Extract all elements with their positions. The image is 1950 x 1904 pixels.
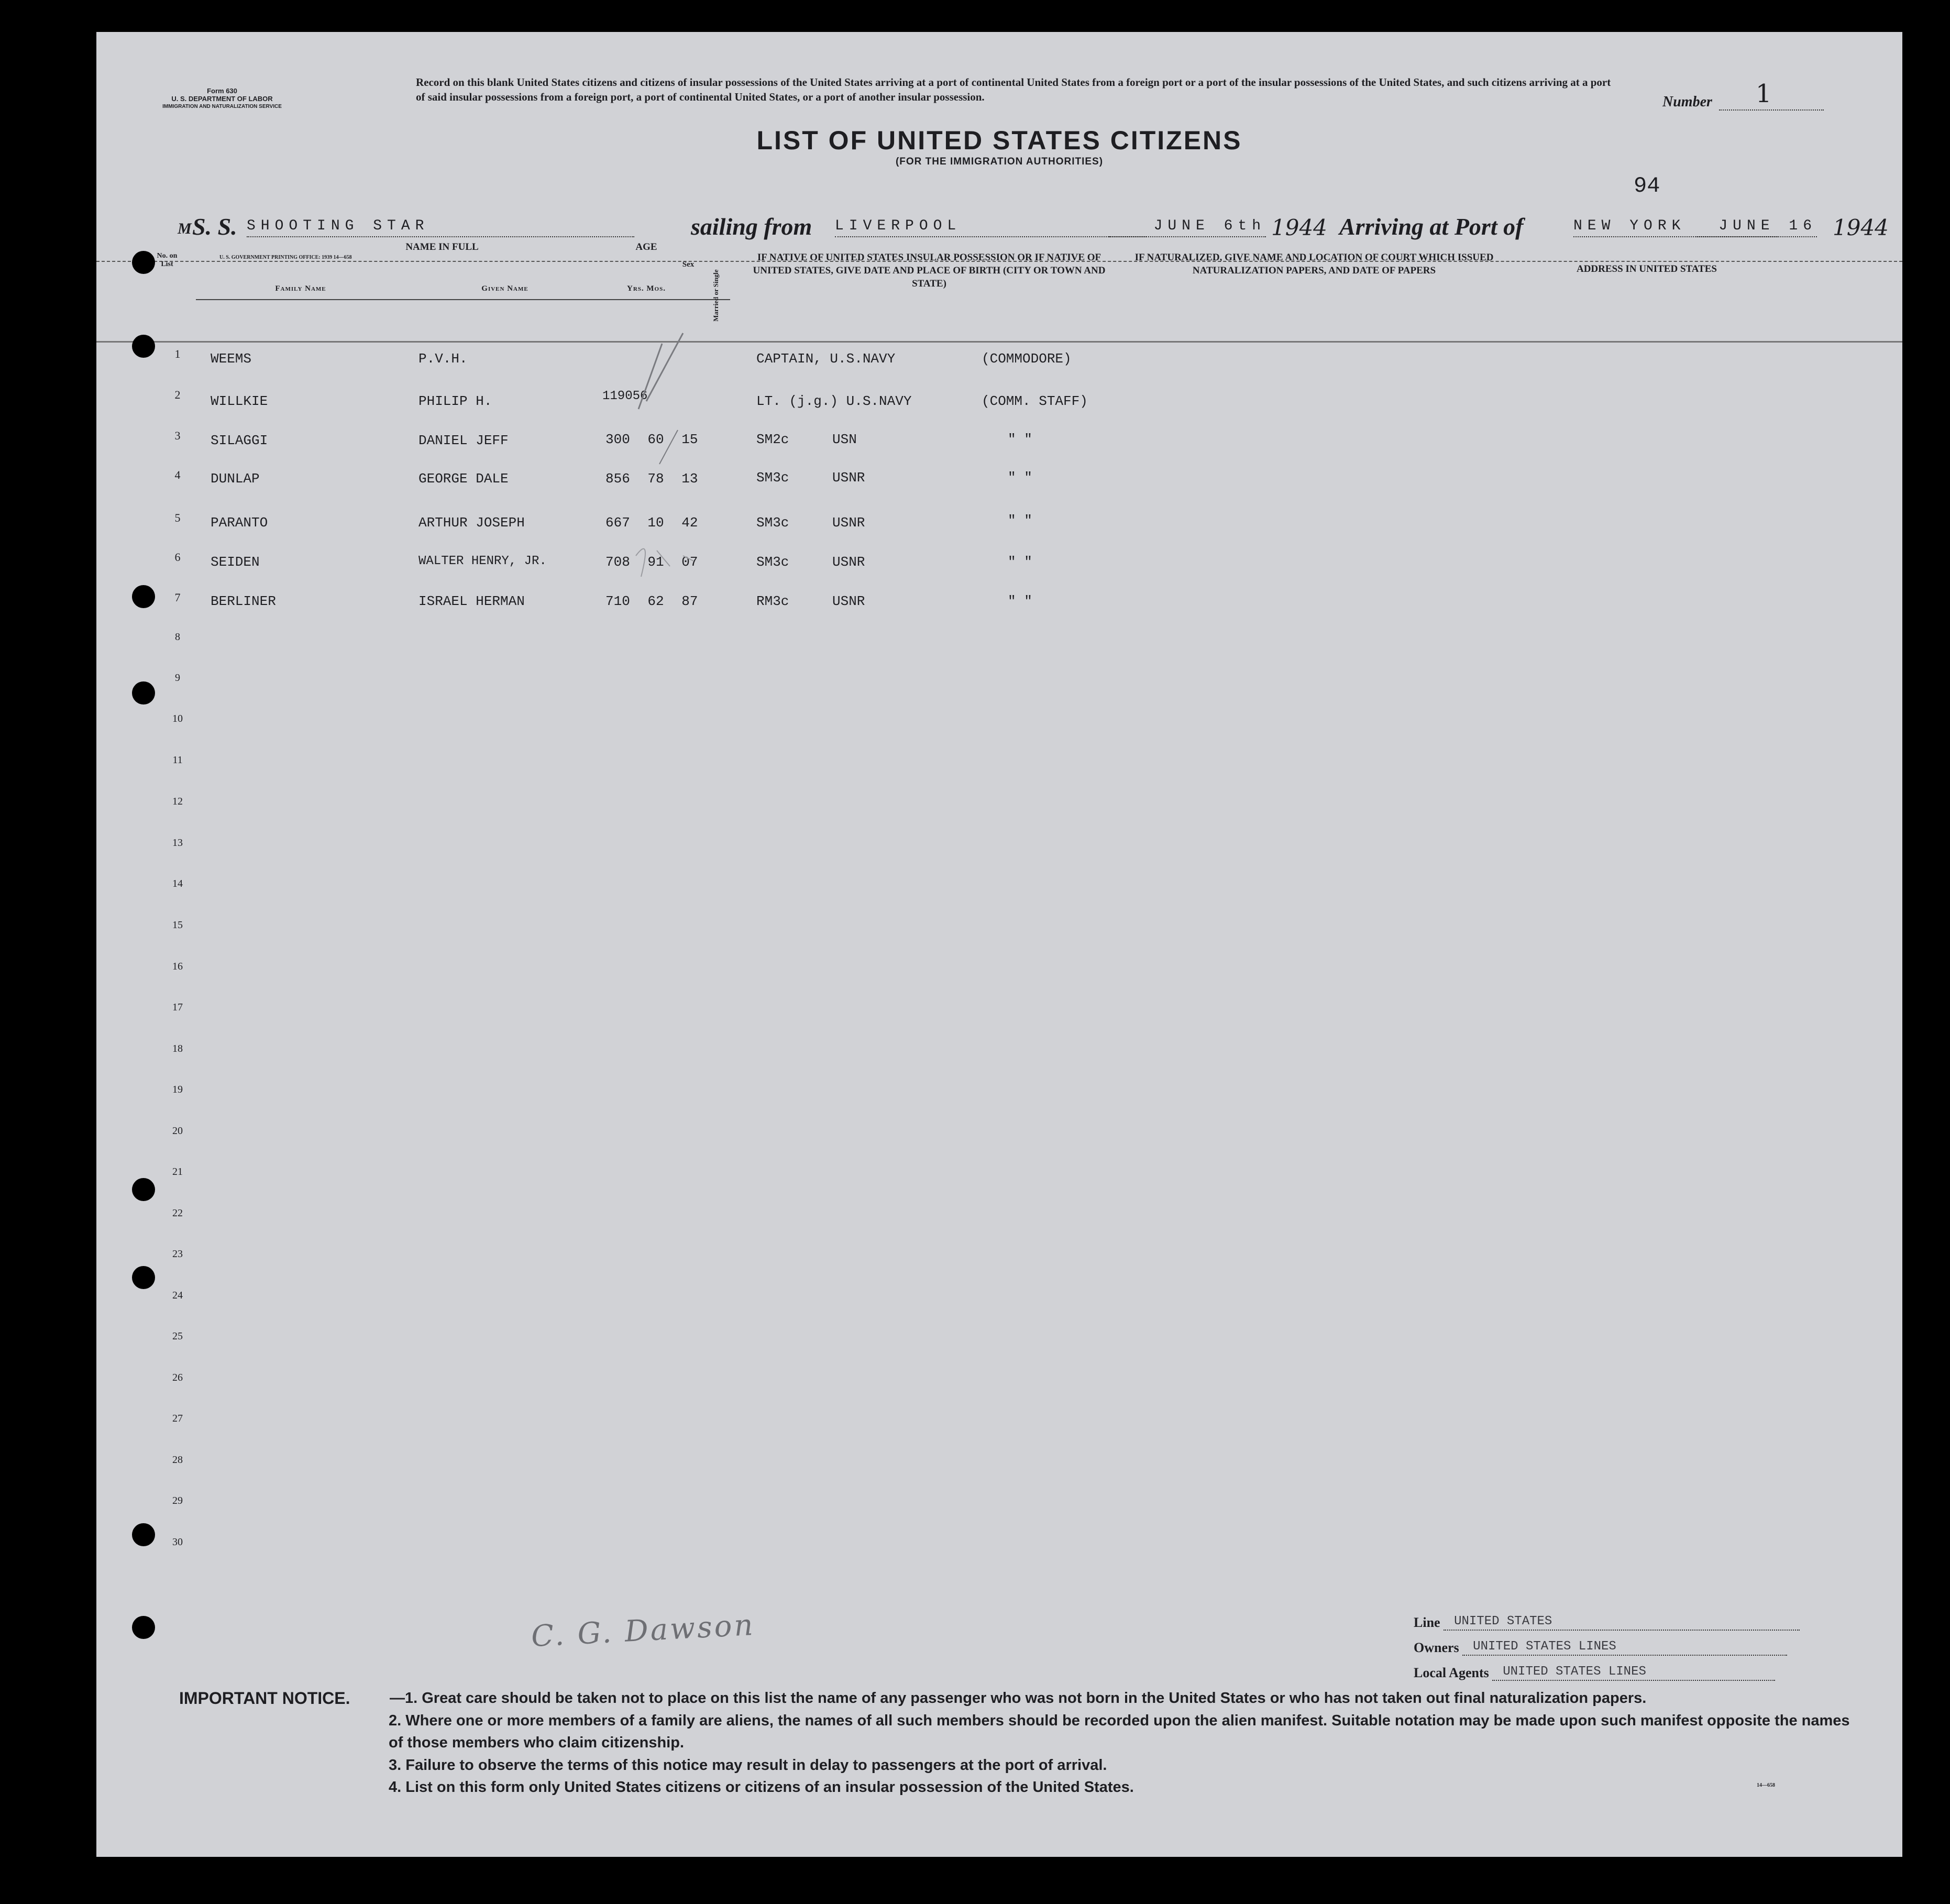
form-identifier bbox=[144, 87, 301, 111]
family-name: PARANTO bbox=[211, 515, 268, 531]
punch-hole bbox=[132, 1178, 155, 1201]
branch: USN bbox=[832, 432, 857, 447]
rating: SM2c bbox=[756, 432, 789, 447]
row-number: 18 bbox=[172, 1043, 183, 1054]
owners-field bbox=[1414, 1639, 1787, 1656]
header-naturalized: IF NATURALIZED, GIVE NAME AND LOCATION OF COURT WHICH ISSUED NATURALIZATION PAPERS, AND DATE OF PAPERS bbox=[1134, 252, 1494, 276]
serial-number: 667 10 42 bbox=[605, 515, 698, 531]
notice-label: IMPORTANT NOTICE. bbox=[179, 1689, 350, 1708]
stamp-number: 94 bbox=[1634, 173, 1660, 199]
m-prefix: M bbox=[178, 220, 192, 237]
name-rule bbox=[196, 299, 730, 300]
rating: SM3c bbox=[756, 554, 789, 570]
sail-date: JUNE 6th bbox=[1109, 218, 1266, 237]
local-agents-field bbox=[1414, 1664, 1775, 1681]
row-number: 3 bbox=[174, 429, 181, 442]
arriving-label: Arriving at Port of bbox=[1339, 213, 1524, 240]
form-number: Form 630 bbox=[207, 87, 237, 95]
punch-hole bbox=[132, 1616, 155, 1639]
signature: C. G. Dawson bbox=[530, 1608, 756, 1654]
punch-hole bbox=[132, 585, 155, 608]
given-name: WALTER HENRY, JR. bbox=[418, 554, 547, 568]
row-number: 24 bbox=[172, 1290, 183, 1301]
punch-hole bbox=[132, 251, 155, 274]
rating: LT. (j.g.) U.S.NAVY bbox=[756, 393, 912, 409]
notice-item: —1. Great care should be taken not to place on this list the name of any passenger who was not born in the United States or who has not taken out final naturalization papers. bbox=[390, 1690, 1647, 1707]
local-agents-label: Local Agents bbox=[1414, 1665, 1489, 1680]
department: U. S. DEPARTMENT OF LABOR bbox=[171, 95, 273, 103]
rating: CAPTAIN, U.S.NAVY bbox=[756, 351, 896, 367]
ship-name: SHOOTING STAR bbox=[247, 218, 634, 237]
branch: USNR bbox=[832, 470, 865, 486]
sailing-label: sailing from bbox=[691, 213, 812, 240]
page-subtitle: (FOR THE IMMIGRATION AUTHORITIES) bbox=[895, 156, 1104, 167]
record-instructions: Record on this blank United States citizens and citizens of insular possessions of the United States arriving at a port of continental United States from a foreign port or a port of the insular possessions of the United States, and such citizens arriving at a port of said insular possessions from a foreign port, a port of continental United States, or a port of another insular possession. bbox=[416, 76, 1611, 103]
row-number: 17 bbox=[172, 1001, 183, 1013]
row-number: 4 bbox=[174, 468, 181, 481]
given-name: PHILIP H. bbox=[418, 393, 492, 409]
note: (COMM. STAFF) bbox=[982, 393, 1088, 409]
serial-number: 708 91 07 bbox=[605, 554, 698, 570]
given-name: GEORGE DALE bbox=[418, 471, 509, 487]
punch-hole bbox=[132, 1266, 155, 1289]
given-name: P.V.H. bbox=[418, 351, 468, 367]
row-number: 13 bbox=[172, 837, 183, 849]
header-native: IF NATIVE OF UNITED STATES INSULAR POSSESSION OR IF NATIVE OF UNITED STATES, GIVE DATE AND PLACE OF BIRTH (CITY OR TOWN AND STATE) bbox=[753, 252, 1106, 289]
row-number: 9 bbox=[175, 672, 180, 684]
rating: SM3c bbox=[756, 470, 789, 486]
service: IMMIGRATION AND NATURALIZATION SERVICE bbox=[162, 104, 282, 109]
row-number: 5 bbox=[174, 511, 181, 524]
row-number: 12 bbox=[172, 796, 183, 807]
voyage-line bbox=[178, 213, 1889, 244]
row-number: 19 bbox=[172, 1084, 183, 1095]
arrive-date: JUNE 16 bbox=[1696, 218, 1817, 237]
row-number: 2 bbox=[174, 388, 181, 401]
local-agents-value: UNITED STATES LINES bbox=[1503, 1665, 1646, 1679]
row-number: 11 bbox=[172, 754, 183, 766]
row-number: 30 bbox=[172, 1536, 183, 1548]
punch-hole bbox=[132, 681, 155, 705]
row-number: 7 bbox=[174, 591, 181, 604]
header-family-name: Family Name bbox=[275, 284, 326, 293]
number-value: 1 bbox=[1755, 79, 1772, 108]
number-label: Number bbox=[1662, 94, 1712, 110]
serial-number: 710 62 87 bbox=[605, 593, 698, 609]
header-age: AGE bbox=[635, 241, 657, 252]
ditto-mark: " " bbox=[1008, 593, 1032, 609]
punch-hole bbox=[132, 1523, 155, 1546]
pencil-check-marks bbox=[620, 325, 704, 619]
notice-item: 4. List on this form only United States citizens or citizens of an insular possession of the United States. bbox=[389, 1779, 1134, 1796]
given-name: DANIEL JEFF bbox=[418, 433, 509, 448]
serial-number: 300 60 15 bbox=[605, 432, 698, 447]
check-mark-2 bbox=[659, 430, 678, 464]
header-given-name: Given Name bbox=[481, 284, 528, 293]
row-number: 10 bbox=[172, 713, 183, 724]
row-number: 14 bbox=[172, 878, 183, 889]
notice-item: 3. Failure to observe the terms of this notice may result in delay to passengers at the port of arrival. bbox=[389, 1757, 1107, 1774]
from-port: LIVERPOOL bbox=[835, 218, 1147, 237]
row-number: 21 bbox=[172, 1166, 183, 1177]
row-number: 27 bbox=[172, 1413, 183, 1424]
line-value: UNITED STATES bbox=[1454, 1614, 1552, 1628]
rating: RM3c bbox=[756, 593, 789, 609]
family-name: WILLKIE bbox=[211, 393, 268, 409]
row-number: 23 bbox=[172, 1248, 183, 1260]
given-name: ISRAEL HERMAN bbox=[418, 593, 525, 609]
line-field bbox=[1414, 1614, 1800, 1631]
row-number: 28 bbox=[172, 1454, 183, 1466]
line-label: Line bbox=[1414, 1615, 1440, 1630]
to-port: NEW YORK bbox=[1573, 218, 1778, 237]
header-name-in-full: NAME IN FULL bbox=[405, 241, 479, 252]
punch-hole bbox=[132, 335, 155, 358]
arrive-year: 1944 bbox=[1833, 215, 1889, 240]
rating: SM3c bbox=[756, 515, 789, 531]
form-code: 14—658 bbox=[1757, 1782, 1775, 1788]
notice-item: 2. Where one or more members of a family are aliens, the names of all such members should be recorded upon the alien manifest. Suitable notation may be made upon such manifest opposite the names of those members who claim citizenship. bbox=[389, 1712, 1850, 1751]
ss-label: S. S. bbox=[192, 213, 237, 240]
row-number: 8 bbox=[175, 631, 180, 643]
ditto-mark: " " bbox=[1008, 432, 1032, 447]
row-number: 1 bbox=[174, 347, 181, 360]
row-number: 16 bbox=[172, 961, 183, 972]
given-name: ARTHUR JOSEPH bbox=[418, 515, 525, 531]
row-number: 6 bbox=[174, 551, 181, 564]
family-name: BERLINER bbox=[211, 593, 276, 609]
ditto-mark: " " bbox=[1008, 470, 1032, 486]
check-mark-1 bbox=[638, 333, 683, 409]
row-number: 20 bbox=[172, 1125, 183, 1137]
row-number: 15 bbox=[172, 919, 183, 931]
divider-header bbox=[96, 341, 1902, 343]
ditto-mark: " " bbox=[1008, 513, 1032, 529]
family-name: SILAGGI bbox=[211, 433, 268, 448]
header-address: ADDRESS IN UNITED STATES bbox=[1576, 263, 1717, 274]
family-name: DUNLAP bbox=[211, 471, 260, 487]
page-title: LIST OF UNITED STATES CITIZENS bbox=[756, 126, 1242, 155]
sail-year: 1944 bbox=[1271, 215, 1327, 240]
serial-number: 856 78 13 bbox=[605, 471, 698, 487]
header-married-single: Married or Single bbox=[712, 269, 720, 322]
family-name: WEEMS bbox=[211, 351, 252, 367]
row-number: 25 bbox=[172, 1330, 183, 1342]
note: (COMMODORE) bbox=[982, 351, 1072, 367]
gpo-line: U. S. GOVERNMENT PRINTING OFFICE: 1939 14—658 bbox=[219, 255, 352, 260]
branch: USNR bbox=[832, 515, 865, 531]
owners-label: Owners bbox=[1414, 1640, 1459, 1655]
header-sex: Sex bbox=[682, 260, 695, 269]
header-no-on-list: No. on List bbox=[157, 252, 178, 268]
row-number: 26 bbox=[172, 1372, 183, 1383]
row-number: 22 bbox=[172, 1207, 183, 1219]
serial-number: 119056 bbox=[602, 389, 648, 403]
header-yrs-mos: Yrs. Mos. bbox=[627, 284, 666, 293]
pencil-scribble bbox=[636, 549, 693, 577]
row-number: 29 bbox=[172, 1495, 183, 1506]
family-name: SEIDEN bbox=[211, 554, 260, 570]
ditto-mark: " " bbox=[1008, 554, 1032, 570]
branch: USNR bbox=[832, 554, 865, 570]
owners-value: UNITED STATES LINES bbox=[1473, 1639, 1616, 1654]
branch: USNR bbox=[832, 593, 865, 609]
list-number bbox=[1662, 79, 1824, 111]
form-sheet bbox=[96, 32, 1902, 1857]
